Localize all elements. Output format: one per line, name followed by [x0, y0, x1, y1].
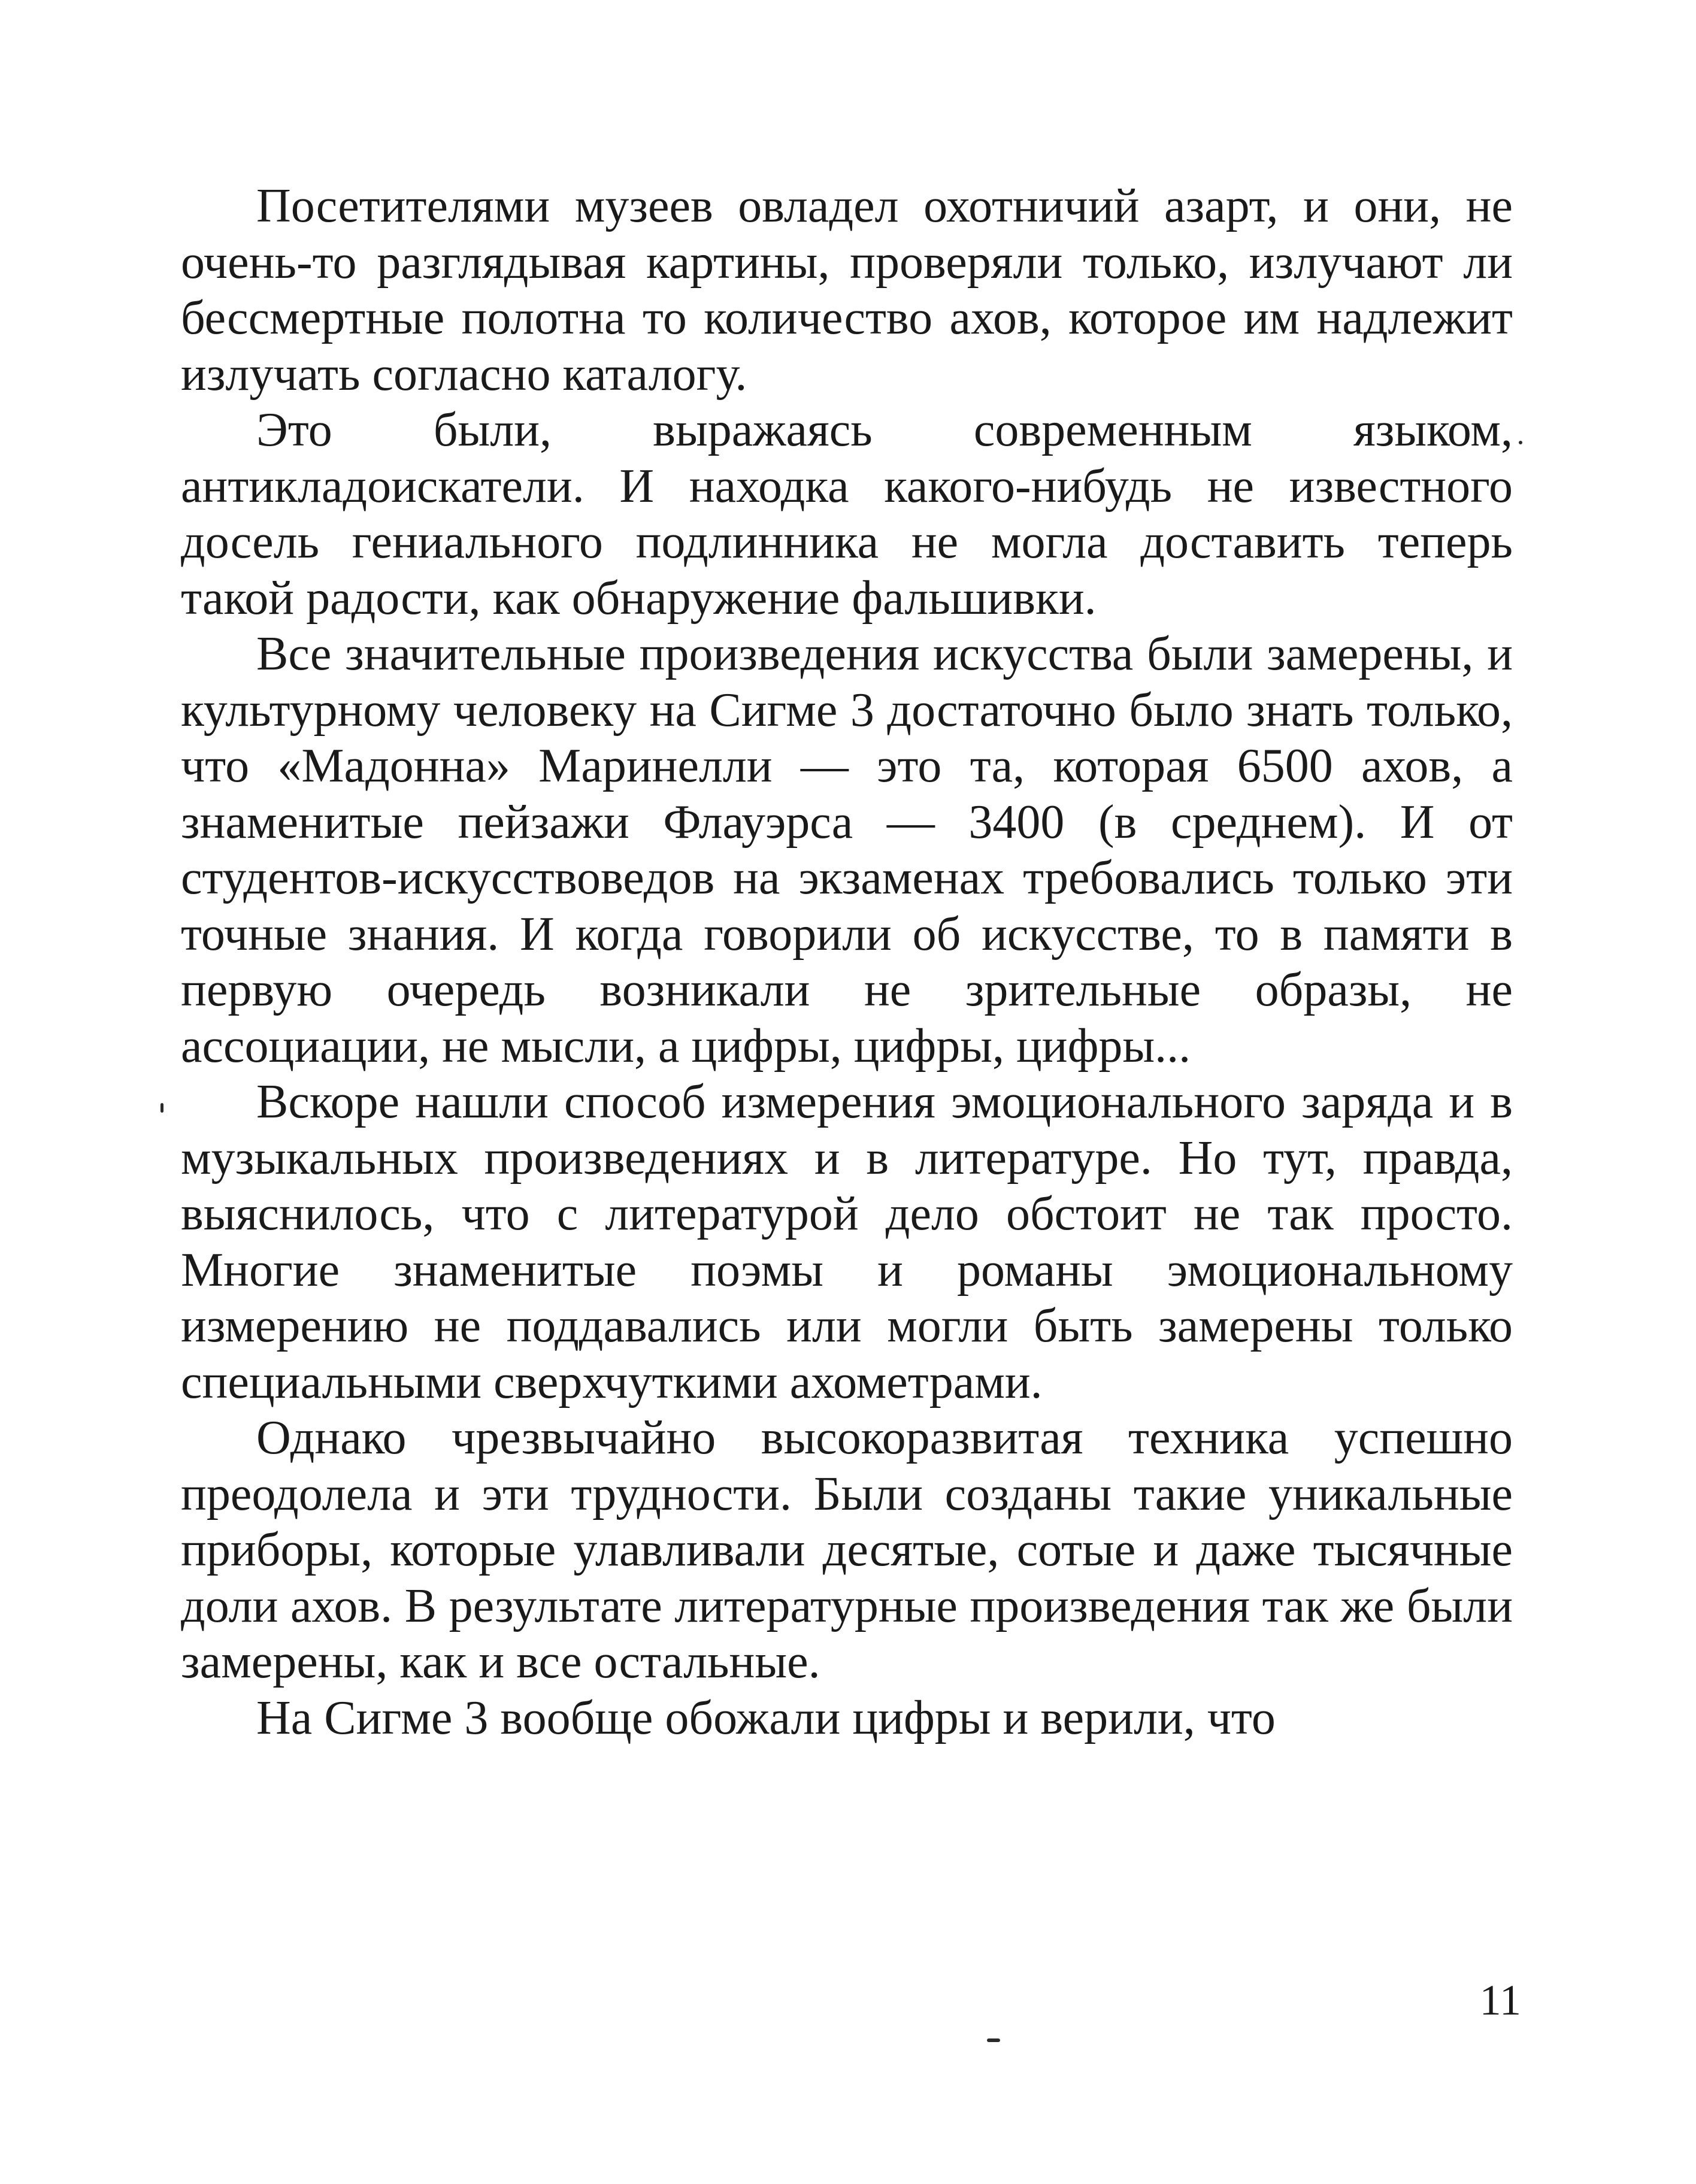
print-speck [160, 1103, 163, 1113]
paragraph: На Сигме 3 вообще обожали цифры и верили, что [256, 1691, 1276, 1744]
paragraph: Однако чрезвычайно высокоразвитая техника успешно преодолела и эти трудности. Были созданы такие уникальные приборы, которые улавливали десятые, сотые и даже тысячные доли ахов. В результате литературные произведения так же были замерены, как и все остальные. [181, 1411, 1513, 1688]
paragraph: Все значительные произведения искусства были замерены, и культурному человеку на Сигме 3 достаточно было знать только, что «Мадонна» Маринелли — это та, которая 6500 ахов, а знаменитые пейзажи Флауэрса — 3400 (в среднем). И от студентов-искусствоведов на экзаменах требовались только эти точные знания. И когда говорили об искусстве, то в памяти в первую очередь возникали не зрительные образы, не ассоциации, не мысли, а цифры, цифры, цифры... [181, 628, 1513, 1073]
body-text [181, 178, 1513, 1746]
paragraph: Посетителями музеев овладел охотничий азарт, и они, не очень-то разглядывая картины, проверяли только, излучают ли бессмертные полотна то количество ахов, которое им надлежит излучать согласно каталогу. [181, 180, 1513, 401]
print-speck [987, 2038, 1000, 2042]
paragraph: Вскоре нашли способ измерения эмоционального заряда и в музыкальных произведениях и в литературе. Но тут, правда, выяснилось, что с литературой дело обстоит не так просто. Многие знаменитые поэмы и романы эмоциональному измерению не поддавались или могли быть замерены только специальными сверхчуткими ахометрами. [181, 1076, 1513, 1408]
paragraph: Это были, выражаясь современным языком, антикладоискатели. И находка какого-нибудь не известного досель гениального подлинника не могла доставить теперь такой радости, как обнаружение фальшивки. [181, 404, 1513, 625]
page-number: 11 [1479, 1976, 1521, 2024]
print-speck [1519, 441, 1522, 444]
